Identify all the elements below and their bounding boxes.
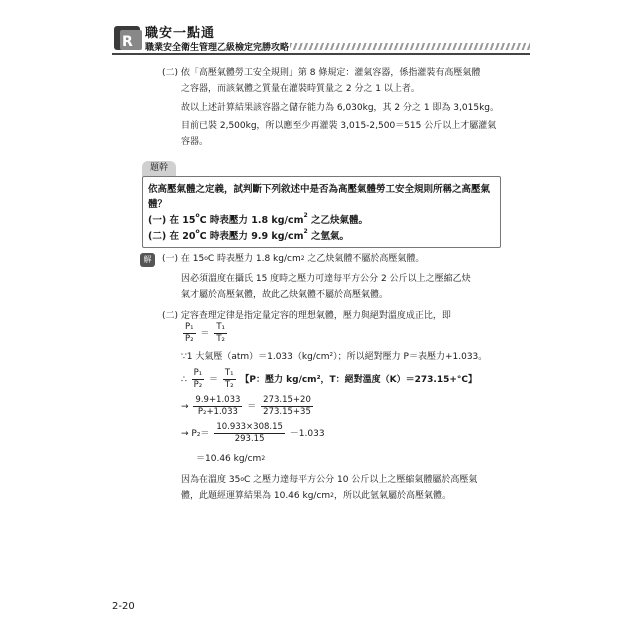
question-box bbox=[142, 176, 501, 248]
text-line: 氣才屬於高壓氣體，故此乙炔氣體不屬於高壓氣體。 bbox=[181, 290, 389, 300]
formula-therefore: ∴ $\frac{\text{P₁}}{\text{P₂}}$ ＝ $\frac{\text{T₁}}{\text{T₂}}$ 【P：壓力 kg/cm²，T：絕對溫度（K）＝273.15+°C】 bbox=[181, 368, 477, 390]
text-line: 容器。 bbox=[181, 137, 209, 147]
conclusion-line-2: 體，此題經運算結果為 10.46 $kg/cm^2$，所以此氫氣屬於高壓氣體。 bbox=[181, 491, 452, 501]
text-line: ∵1 大氣壓（atm）＝1.033（kg/cm²）；所以絕對壓力 P＝表壓力+1.033。 bbox=[181, 352, 488, 362]
text-line: 之容器，而該氣體之質量在灌裝時質量之 2 分之 1 以上者。 bbox=[181, 84, 420, 94]
text-line: (二) 定容查理定律是指定量定容的理想氣體，壓力與絕對溫度成正比，即 bbox=[162, 311, 451, 321]
question-item-1: (一) 在 15$^o$C 時表壓力 1.8 $kg/cm^2$ 之乙炔氣體。 bbox=[148, 212, 368, 226]
text-line: (二) 依「高壓氣體勞工安全規則」第 8 條規定：灌氣容器，係指灌裝有高壓氣體 bbox=[162, 68, 481, 78]
text-line: 因必須溫度在攝氏 15 度時之壓力可達每平方公分 2 公斤以上之壓縮乙炔 bbox=[181, 274, 471, 284]
formula-p2: → P₂＝ $\frac{10.933\times 308.15}{293.15}$ －1.033 bbox=[181, 422, 325, 444]
header-stripe bbox=[290, 43, 530, 50]
formula-substitution: → $\frac{9.9+1.033}{\text{P₂+1.033}}$ ＝ $\frac{273.15+20}{273.15+35}$ bbox=[181, 395, 311, 417]
answer-line-1: (一) 在 15$^o$C 時表壓力 1.8 $kg/cm^2$ 之乙炔氣體不屬於高壓氣體。 bbox=[162, 254, 425, 264]
header-rule bbox=[112, 53, 530, 55]
book-subtitle: 職業安全衛生管理乙級檢定完勝攻略 bbox=[145, 43, 290, 53]
solution-icon: 解 bbox=[140, 253, 155, 267]
svg-text:R: R bbox=[122, 34, 133, 50]
question-line: 體？ bbox=[148, 199, 168, 210]
question-item-2: (二) 在 20$^o$C 時表壓力 9.9 $kg/cm^2$ 之氫氣。 bbox=[148, 228, 349, 242]
conclusion-line-1: 因為在溫度 35$^o$C 之壓力達每平方公分 10 公斤以上之壓縮氣體屬於高壓氣 bbox=[181, 475, 478, 485]
book-title: 職安一點通 bbox=[145, 26, 216, 41]
question-line: 依高壓氣體之定義，試判斷下列敘述中是否為高壓氣體勞工安全規則所稱之高壓氣 bbox=[148, 184, 491, 195]
text-line: 故以上述計算結果該容器之儲存能力為 6,030kg，其 2 分之 1 即為 3,015kg。 bbox=[181, 103, 499, 113]
formula-result: ＝10.46 $kg/cm^2$ bbox=[196, 454, 266, 464]
text-line: 目前已裝 2,500kg，所以應至少再灌裝 3,015-2,500＝515 公斤以上才屬灌氣 bbox=[181, 121, 497, 131]
question-tag: 題幹 bbox=[142, 161, 176, 176]
page-number: 2-20 bbox=[112, 601, 135, 612]
formula-charles-law: $\frac{\text{P₁}}{\text{P₂}}$ ＝ $\frac{\text{T₁}}{\text{T₂}}$ bbox=[185, 322, 225, 344]
